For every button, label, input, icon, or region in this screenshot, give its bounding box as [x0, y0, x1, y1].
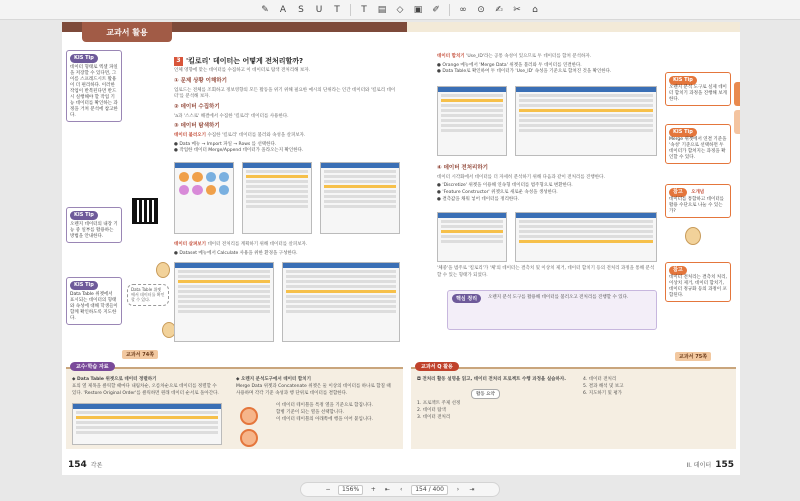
footer-right-text: Merge Data 위젯과 Concatenate 위젯은 둘 이상의 데이터를 하나로 합칠 때 사용하며 각각 기준 속성과 행 단위로 데이터를 결합한다. — [236, 383, 391, 396]
mascot-character-3 — [685, 227, 701, 245]
section-title — [174, 56, 400, 66]
step-2-desc: 데이터 전처리를 계획하기 위해 데이터를 살펴보자. — [207, 242, 308, 247]
proc-bullet-0: ● 'Discretize' 위젯을 이용해 연속형 데이터를 범주형으로 변환한다. — [437, 183, 573, 189]
footer-list-left — [417, 401, 577, 421]
merge-widget-icon — [240, 407, 258, 425]
kis-tip-text: 데이터 전처리는 결측치 처리, 이상치 제거, 데이터 합치기, 데이터 정규화 등의 과정이 포함된다. — [669, 274, 727, 298]
footer-right-items — [276, 403, 396, 423]
proc-bullet-2: ● 결측값을 채워 넣어 데이터를 정리한다. — [437, 196, 520, 202]
kis-tip-box-5 — [665, 124, 731, 164]
strike-tool-icon[interactable]: U — [315, 4, 323, 15]
orange-screenshot-5 — [282, 262, 400, 342]
step-1-title: 데이터 불러오기 — [174, 133, 206, 139]
footer-item-2: 이 데이터 테이블의 아래쪽에 행을 이어 붙입니다. — [276, 416, 373, 422]
kis-tip-text: 오렌지 분석 도구로 실제 데이터 합치기 과정을 진행해 보게 한다. — [669, 84, 727, 102]
right-footer-box — [411, 364, 736, 449]
note-text: '체중'을 범주로 '킬로리'가 '체'의 데이터는 결측치 및 이상치 제거, 데이터 합치기 등의 전처리 과정을 통해 분석할 수 있는 형태가 되었다. — [437, 266, 655, 278]
summary-box — [447, 290, 657, 330]
teacher-page-tag: 교과서 74쪽 — [122, 350, 158, 359]
footer-left-text: 표의 열 제목을 클릭할 때마다 내림차순, 오름차순으로 데이터를 정렬할 수 있다. 'Restore Original Order'를 클릭하면 원래 데이터 순서로 돌아간다. — [72, 383, 219, 396]
teacher-page-tag: 교과서 75쪽 — [675, 352, 711, 361]
footer-item-2: 3. 데이터 전처리 — [417, 414, 451, 420]
subsection-3-title: ③ 데이터 탐색하기 — [174, 123, 220, 130]
speech-bubble: Data Table 위젯에서 데이터를 확인할 수 있다. — [127, 284, 169, 306]
toolbar-separator — [350, 4, 351, 16]
kis-tip-tag: 참고 — [669, 266, 687, 275]
left-step2 — [174, 240, 400, 257]
image-tool-icon[interactable]: ▣ — [413, 4, 423, 15]
sign-tool-icon[interactable]: ✍ — [495, 4, 503, 15]
tip-tag: 참고 — [669, 188, 687, 197]
last-page-button[interactable]: ⇥ — [469, 486, 475, 493]
step-3-title: 데이터 합치기 — [437, 54, 465, 59]
footer-left-block — [72, 377, 222, 397]
pen-tool-icon[interactable]: ✎ — [261, 4, 269, 15]
proc-bullet-1: ● 'Feature Constructor' 위젯으로 새로운 속성을 생성한다. — [437, 190, 558, 195]
left-page-number-value: 154 — [68, 460, 87, 470]
step-3-desc: 'Use_ID'라는 공통 속성이 있으므로 두 데이터를 합쳐 분석하자. — [466, 54, 592, 59]
left-footer-box — [66, 364, 403, 449]
right-screenshot-2 — [515, 86, 657, 156]
first-page-button[interactable]: ⇤ — [384, 486, 390, 493]
kis-tip-box-4 — [665, 72, 731, 106]
subsection-1-title: ① 문제 상황 이해하기 — [174, 77, 227, 84]
right-bullet-0: ● Orange 메뉴에서 'Merge Data' 위젯을 불러와 두 데이터를 연결한다. — [437, 62, 582, 68]
side-tab-2[interactable] — [734, 110, 740, 134]
zoom-out-button[interactable]: − — [325, 486, 331, 493]
shape-tool-icon[interactable]: ◇ — [396, 4, 404, 15]
footer-tag: 교수·학습 자료 — [70, 362, 115, 371]
text-tool-icon[interactable]: T — [334, 4, 340, 15]
summary-tag: 핵심 정리 — [452, 294, 481, 303]
orange-screenshot-3 — [320, 162, 400, 234]
step-2-title: 데이터 살펴보기 — [174, 242, 206, 247]
kis-tip-text: Merge 위젯에서 연결 기준을 '속성' 기준으로 선택하면 두 데이터가 합쳐지는 과정을 확인할 수 있다. — [669, 136, 727, 160]
highlight-tool-icon[interactable]: A — [279, 4, 287, 15]
right-header-band — [407, 22, 740, 32]
footer-item-1: 합병 기준이 되는 열을 선택합니다. — [276, 409, 345, 415]
footer-left-title: ◆ Data Table 위젯으로 데이터 정렬하기 — [72, 377, 157, 382]
side-tab-1[interactable] — [734, 82, 740, 106]
tip-text: 데이터를 통합하고 데이터를 활용 수단으로 나눌 수 있는가? — [669, 196, 725, 214]
section-number: 3 — [174, 57, 183, 66]
orange-screenshot-4 — [174, 262, 274, 342]
tip-label: 오개념 — [691, 190, 705, 195]
footer-tag: 교과서 Q 활용 — [415, 362, 459, 371]
step-3-line — [437, 54, 657, 61]
footer-item-0: 1. 프로젝트 주제 선정 — [417, 401, 461, 406]
orange-screenshot-2 — [242, 162, 312, 234]
zoom-level[interactable]: 156% — [338, 485, 363, 495]
right-page-number — [682, 460, 734, 470]
right-page-number-value: 155 — [715, 460, 734, 470]
footer-title: ◘ 전처리 활동 설명을 읽고, 데이터 전처리 프로젝트 수행 과정을 실습하자. — [417, 377, 566, 382]
left-bullet-1: ● 작업한 데이터 Merge/Append 데이터가 올라오는지 확인한다. — [174, 148, 304, 154]
orange-screenshot-1 — [174, 162, 234, 234]
kis-tip-text: 데이터 형태로 엑셀 파일을 저장할 수 있다면, 그 이름 스프레드시트 활용이 더 편리하다. 이러한 작업이 반복된다면 반드시 실행해야 할 작업 기능 데이터를 확인하는 과정을 거쳐 분석에 참고한다. — [70, 64, 118, 119]
stamp-tool-icon[interactable]: ⊙ — [477, 4, 485, 15]
left-page-number — [68, 460, 102, 470]
next-page-button[interactable]: › — [456, 486, 460, 493]
concat-widget-icon — [240, 429, 258, 447]
subsection-4-title: ④ 데이터 전처리하기 — [437, 165, 488, 171]
footer-right-title: ◆ 오렌지 분석도구에서 데이터 합치기 — [236, 377, 311, 382]
mascot-character-1 — [156, 262, 170, 278]
footer-list-right — [583, 377, 733, 397]
footer-title-block — [417, 377, 587, 384]
footer-item-4: 5. 결과 해석 및 보고 — [583, 383, 624, 389]
annotation-toolbar — [0, 0, 800, 20]
brush-tool-icon[interactable]: ✐ — [432, 4, 440, 15]
left-bullet-2: ● Dataset 메뉴에서 Calculate 사용을 위한 환경을 구성한다. — [174, 250, 298, 256]
right-screenshot-3 — [437, 212, 507, 262]
kis-tip-tag: KIS Tip — [70, 54, 98, 63]
subsection-2-text: 'a과 '스스로' 해결에서 수집한 '킬로리' 데이터를 사용한다. — [174, 113, 289, 119]
zoom-in-button[interactable]: + — [370, 486, 376, 493]
right-section-4 — [437, 162, 657, 203]
step-1-line — [174, 133, 400, 140]
kis-tip-tag: KIS Tip — [70, 281, 98, 290]
footer-right-block — [236, 377, 396, 397]
left-ribbon: 교과서 활용 — [82, 22, 172, 42]
textbox-tool-icon[interactable]: T — [361, 4, 367, 15]
footer-item-3: 4. 데이터 전처리 — [583, 377, 617, 382]
right-bullet-1: ● Data Table로 확인하여 두 데이터가 'Use_ID' 속성을 기준으로 합쳐진 것을 확인한다. — [437, 69, 612, 75]
kis-tip-box-2 — [66, 207, 122, 243]
right-screenshot-4 — [515, 212, 657, 262]
kis-tip-box-3 — [66, 277, 122, 325]
right-screenshot-1 — [437, 86, 507, 156]
footer-item-5: 6. 지도하기 및 평가 — [583, 390, 623, 396]
footer-badge: 활동 요약 — [471, 389, 500, 399]
kis-tip-tag: KIS Tip — [70, 211, 98, 220]
summary-text: 오렌지 분석 도구를 활용해 데이터를 불러오고 전처리를 진행할 수 있다. — [488, 295, 629, 300]
prev-page-button[interactable]: ‹ — [400, 486, 403, 493]
section-intro: 인체 영향에 맞는 데이터를 수집하고 이 데이터로 탐색 전처리해 보자. — [174, 68, 311, 74]
kis-tip-text: 오렌지 데이터의 내장 기능 중 일부를 활용하는 방법을 안내한다. — [70, 221, 118, 239]
tip-box — [665, 184, 731, 218]
footer-item-0: 이 데이터 테이블을 특정 열을 기준으로 합칩니다. — [276, 403, 373, 408]
subsection-1-text: 업로드는 전체를 조회하고 정보영향의 모든 활동을 위기 위해 필요한 예시의 단위라는 인간 데이터와 '킬로리 데이터'를 분석해 보자. — [174, 87, 396, 100]
kis-tip-text: Data Table 위젯에서 표시되는 데이터의 형태와 속성에 대해 학생들이 함께 확인하도록 지도한다. — [70, 291, 118, 321]
footer-left-screenshot — [72, 403, 222, 445]
toolbar-separator — [449, 4, 450, 16]
right-page — [407, 22, 740, 475]
right-page-label: II. 데이터 — [686, 462, 712, 469]
step-2-line — [174, 242, 400, 249]
footer-item-1: 2. 데이터 탐색 — [417, 407, 446, 413]
lock-tool-icon[interactable]: ⌂ — [532, 4, 538, 15]
right-note — [437, 264, 657, 281]
underline-tool-icon[interactable]: S — [298, 4, 304, 15]
left-page-label: 각론 — [90, 462, 103, 469]
right-main-column — [437, 52, 657, 76]
qr-code[interactable] — [132, 198, 158, 224]
kis-tip-box-6 — [665, 262, 731, 302]
note-tool-icon[interactable]: ▤ — [377, 4, 387, 15]
step-1-desc: 수집한 '킬로리' 데이터를 불러와 속성을 살펴보자. — [207, 133, 306, 139]
link-tool-icon[interactable]: ∞ — [459, 4, 467, 15]
left-bullet-0: ● Data 메뉴 → Import 파일 → Rows 를 선택한다. — [174, 141, 277, 147]
section-title-text: '킬로리' 데이터는 어떻게 전처리할까? — [186, 57, 304, 65]
redact-tool-icon[interactable]: ✂ — [513, 4, 521, 15]
kis-tip-box-1 — [66, 50, 122, 122]
subsection-4-text: 데이터 시각화에서 데이터를 더 자세히 분석하기 위해 다음과 같이 전처리를 진행한다. — [437, 174, 605, 180]
kis-tip-tag: KIS Tip — [669, 76, 697, 85]
kis-tip-tag: KIS Tip — [669, 128, 697, 137]
page-navigation-bar — [300, 482, 500, 497]
subsection-2-title: ② 데이터 수집하기 — [174, 103, 220, 110]
left-page — [62, 22, 407, 475]
left-main-column — [174, 56, 400, 155]
page-indicator[interactable]: 154 / 400 — [411, 485, 448, 495]
